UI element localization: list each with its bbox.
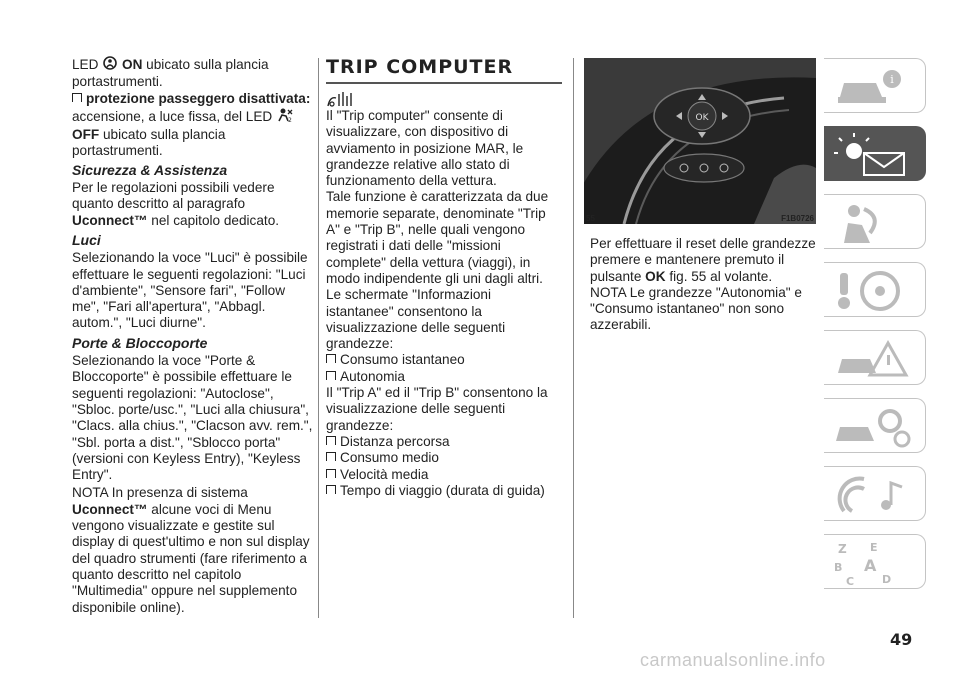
column-1 — [72, 56, 314, 616]
watermark: carmanualsonline.info — [640, 650, 826, 670]
svg-text:D: D — [882, 573, 892, 586]
figure-number: 55 — [586, 214, 595, 223]
sicurezza-paragraph — [72, 180, 314, 229]
tab-multimedia[interactable] — [824, 466, 926, 521]
trip-paragraph-3: Le schermate "Informazioni istantanee" consentono la visualizzazione delle seguenti grandezze: — [326, 287, 506, 352]
off-label: OFF — [72, 127, 100, 143]
column-divider-2 — [573, 58, 574, 618]
tab-car-info[interactable] — [824, 58, 926, 113]
nota-text: alcune voci di Menu vengono visualizzate e gestite sul display di quest'ultimo e non sul display del quadro strumenti (fare riferimento a quanto descritto nel capitolo "Multimedia" oppure nel supplemento disponibile online). — [72, 501, 310, 615]
maintenance-icon — [830, 403, 920, 451]
title-rule — [326, 82, 562, 84]
uconnect-label: Uconnect™ — [72, 212, 148, 228]
nota-azzerabili: NOTA Le grandezze "Autonomia" e "Consumo istantaneo" non sono azzerabili. — [590, 284, 802, 333]
on-label: ON — [122, 56, 143, 72]
trip-paragraph-4: Il "Trip A" ed il "Trip B" consentono la visualizzazione delle seguenti grandezze: — [326, 385, 548, 433]
svg-text:E: E — [870, 541, 878, 554]
tab-emergency[interactable] — [824, 330, 926, 385]
tab-index[interactable] — [824, 534, 926, 589]
airbag-off-icon — [102, 56, 118, 74]
tab-maintenance[interactable] — [824, 398, 926, 453]
list-item-consumo-medio: Consumo medio — [326, 450, 562, 466]
column-divider-1 — [318, 58, 319, 618]
tab-warning-lights[interactable] — [824, 126, 926, 181]
car-info-icon — [830, 63, 920, 111]
index-icon — [830, 539, 920, 587]
sicurezza-end: nel capitolo dedicato. — [147, 212, 280, 228]
section-title: TRIP COMPUTER — [326, 56, 514, 78]
bullet-protezione-title: protezione passeggero disattivata: — [86, 90, 311, 106]
reset-text: Per effettuare il reset delle grandezze premere e mantenere premuto il pulsante — [590, 236, 816, 284]
luci-paragraph: Selezionando la voce "Luci" è possibile effettuare le seguenti regolazioni: "Luci d'ambiente", "Sensore fari", "Follow me", "Fari all'apertura", "Abbagl. autom.", "Luci diurne". — [72, 250, 308, 331]
list-item-autonomia: Autonomia — [326, 369, 562, 385]
airbag-off-led-icon — [276, 107, 294, 127]
safety-airbag-icon — [830, 199, 920, 247]
svg-text:B: B — [834, 561, 843, 574]
svg-text:i: i — [890, 73, 894, 86]
nota-pre: NOTA In presenza di sistema — [72, 485, 248, 501]
led-on-text: ubicato sulla plancia portastrumenti. — [72, 56, 269, 90]
trip-paragraph-1: Il "Trip computer" consente di visualizzare, con dispositivo di avviamento in posizione MAR, le grandezze relative allo stato di funzionamento della vettura. — [326, 108, 524, 189]
reset-text-end: fig. 55 al volante. — [665, 268, 773, 284]
multimedia-icon — [830, 471, 920, 519]
starting-driving-icon — [830, 267, 920, 315]
emergency-icon — [830, 335, 920, 383]
steering-wheel-figure — [584, 58, 816, 224]
column-2 — [326, 56, 562, 499]
sicurezza-text: Per le regolazioni possibili vedere quanto descritto al paragrafo — [72, 180, 275, 212]
heading-sicurezza: Sicurezza & Assistenza — [72, 161, 228, 178]
trip-paragraph-2: Tale funzione è caratterizzata da due memorie separate, denominate "Trip A" e "Trip B", nelle quali vengono registrati i dati delle "missioni complete" della vettura (viaggi), in modo indipendente gli uni dagli altri. — [326, 189, 549, 286]
list-item-consumo-istantaneo: Consumo istantaneo — [326, 352, 562, 368]
trip-computer-icon — [326, 90, 562, 108]
svg-text:Z: Z — [838, 542, 847, 556]
ok-label: OK — [645, 268, 666, 284]
tab-safety[interactable] — [824, 194, 926, 249]
heading-porte: Porte & Bloccoporte — [72, 334, 208, 351]
porte-paragraph: Selezionando la voce "Porte & Bloccoporte" è possibile effettuare le seguenti regolazioni: "Autoclose", "Sbloc. porte/usc.", "Luci alla chiusura", "Clacs. alla chius.", "Clacson avv. rem.", "Sbl. porta a dist.", "Sblocco porta" (versioni con Keyless Entry), "Keyless Entry". — [72, 353, 313, 483]
tab-starting-driving[interactable] — [824, 262, 926, 317]
heading-luci: Luci — [72, 231, 101, 248]
bullet-protezione-text: accensione, a luce fissa, del LED — [72, 108, 273, 124]
page-number: 49 — [890, 630, 913, 649]
svg-text:2: 2 — [288, 116, 292, 123]
reset-paragraph — [590, 236, 816, 285]
led-label: LED — [72, 56, 99, 72]
column-3 — [590, 236, 816, 334]
led-on-paragraph — [72, 56, 314, 91]
svg-text:A: A — [864, 556, 877, 575]
svg-text:C: C — [846, 575, 855, 587]
list-item-distanza: Distanza percorsa — [326, 434, 562, 450]
list-item-tempo: Tempo di viaggio (durata di guida) — [326, 483, 562, 499]
uconnect-label-2: Uconnect™ — [72, 501, 148, 517]
ok-button-label: OK — [695, 113, 709, 123]
bullet-protezione-end: ubicato sulla plancia portastrumenti. — [72, 127, 226, 159]
nota-paragraph — [72, 485, 314, 615]
figure-caption — [584, 214, 816, 226]
figure-code: F1B0726 — [781, 214, 814, 223]
bullet-protezione — [72, 91, 314, 160]
warning-lights-icon — [830, 131, 920, 179]
list-item-velocita: Velocità media — [326, 467, 562, 483]
